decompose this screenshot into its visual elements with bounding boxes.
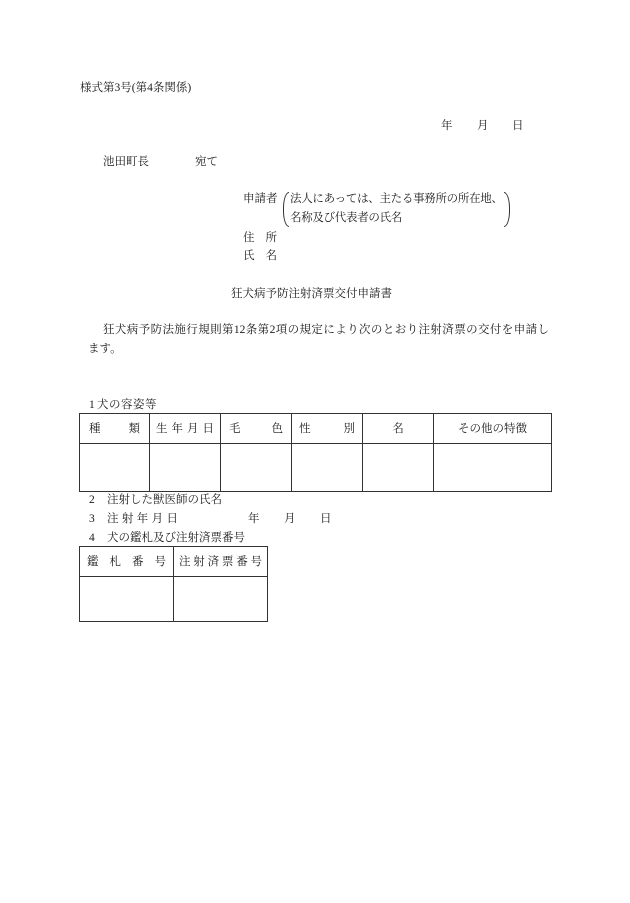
addressee-name: 池田町長	[103, 156, 149, 168]
item-3-label	[107, 512, 178, 526]
spread-char: 年	[171, 422, 183, 435]
spread-char: 氏	[243, 250, 255, 262]
spread-char: 色	[271, 422, 283, 435]
column-header-license-tag-number	[80, 547, 174, 577]
spread-char: 注	[179, 555, 191, 568]
dog-birthdate-cell	[150, 444, 221, 492]
spread-char: 済	[207, 555, 220, 568]
date-day-label: 日	[512, 120, 524, 132]
spread-char: 票	[221, 555, 234, 568]
spread-char: 番	[132, 555, 144, 568]
left-bracket	[283, 192, 289, 227]
item-1-number: 1	[89, 399, 95, 411]
column-header-name	[363, 414, 434, 444]
spread-char: 鑑	[87, 555, 99, 568]
column-header-injection-tag-number-label	[174, 547, 267, 576]
spread-char: 番	[236, 555, 248, 568]
column-header-other-features	[434, 414, 552, 444]
date-month-label: 月	[477, 120, 489, 132]
column-header-name-label: 名	[392, 422, 404, 435]
column-header-type	[80, 414, 150, 444]
column-header-sex-label	[292, 414, 362, 443]
item-4-number: 4	[89, 532, 95, 544]
item-2-label: 注射した獣医師の氏名	[107, 494, 222, 506]
dog-appearance-table	[79, 413, 552, 492]
tag-table-header-row	[80, 547, 268, 577]
corporate-note-line-1: 法人にあっては、主たる事務所の所在地、	[290, 193, 503, 205]
column-header-other-features-label: その他の特徴	[458, 422, 527, 435]
dog-coat-color-cell	[221, 444, 292, 492]
spread-char: 類	[128, 422, 140, 435]
column-header-license-tag-number-label	[80, 547, 173, 576]
spread-char: 月	[187, 422, 199, 435]
address-label	[243, 231, 277, 245]
spread-char: 別	[343, 422, 355, 435]
column-header-birthdate-label	[150, 414, 220, 443]
spread-char: 日	[202, 422, 214, 435]
spread-char: 月	[151, 513, 164, 525]
spread-char: 号	[250, 555, 262, 568]
form-number: 様式第3号(第4条関係)	[80, 82, 192, 94]
item-1-label: 犬の容姿等	[97, 399, 157, 411]
column-header-coat-color-label	[221, 414, 291, 443]
spread-char: 号	[154, 555, 166, 568]
corporate-note-line-2: 名称及び代表者の氏名	[290, 212, 402, 224]
spread-char: 注	[107, 513, 119, 525]
dog-type-cell	[80, 444, 150, 492]
applicant-label: 申請者	[243, 193, 278, 205]
item-3-number: 3	[89, 513, 95, 525]
spread-char: 名	[265, 250, 277, 262]
spread-char: 年	[136, 513, 149, 525]
item-4-label: 犬の鑑札及び注射済票番号	[107, 532, 245, 544]
spread-char: 札	[109, 555, 121, 568]
addressee-suffix: 宛て	[195, 156, 218, 168]
column-header-injection-tag-number	[174, 547, 268, 577]
column-header-coat-color	[221, 414, 292, 444]
dog-sex-cell	[292, 444, 363, 492]
item-2-number: 2	[89, 494, 95, 506]
right-bracket	[504, 192, 510, 227]
injection-date-year-label: 年	[248, 513, 260, 525]
spread-char: 種	[89, 422, 101, 435]
dog-table-header-row	[80, 414, 552, 444]
spread-char: 日	[166, 513, 178, 525]
column-header-birthdate	[150, 414, 221, 444]
column-header-sex	[292, 414, 363, 444]
injection-date-month-label: 月	[284, 513, 296, 525]
spread-char: 射	[121, 513, 134, 525]
spread-char: 所	[265, 232, 277, 244]
spread-char: 射	[193, 555, 205, 568]
column-header-type-label	[80, 414, 149, 443]
tag-number-table	[79, 546, 268, 622]
spread-char: 毛	[229, 422, 241, 435]
dog-table-entry-row	[80, 444, 552, 492]
spread-char: 性	[299, 422, 311, 435]
document-title: 狂犬病予防注射済票交付申請書	[231, 288, 392, 300]
date-year-label: 年	[441, 120, 453, 132]
spread-char: 住	[243, 232, 255, 244]
spread-char: 生	[156, 422, 168, 435]
injection-date-day-label: 日	[320, 513, 332, 525]
injection-tag-number-cell	[174, 577, 268, 622]
body-text-line-2: ます。	[88, 343, 122, 355]
name-label	[243, 249, 277, 263]
tag-table-entry-row	[80, 577, 268, 622]
license-tag-number-cell	[80, 577, 174, 622]
dog-name-cell	[363, 444, 434, 492]
body-text-line-1: 狂犬病予防法施行規則第12条第2項の規定により次のとおり注射済票の交付を申請し	[103, 324, 549, 336]
dog-other-features-cell	[434, 444, 552, 492]
